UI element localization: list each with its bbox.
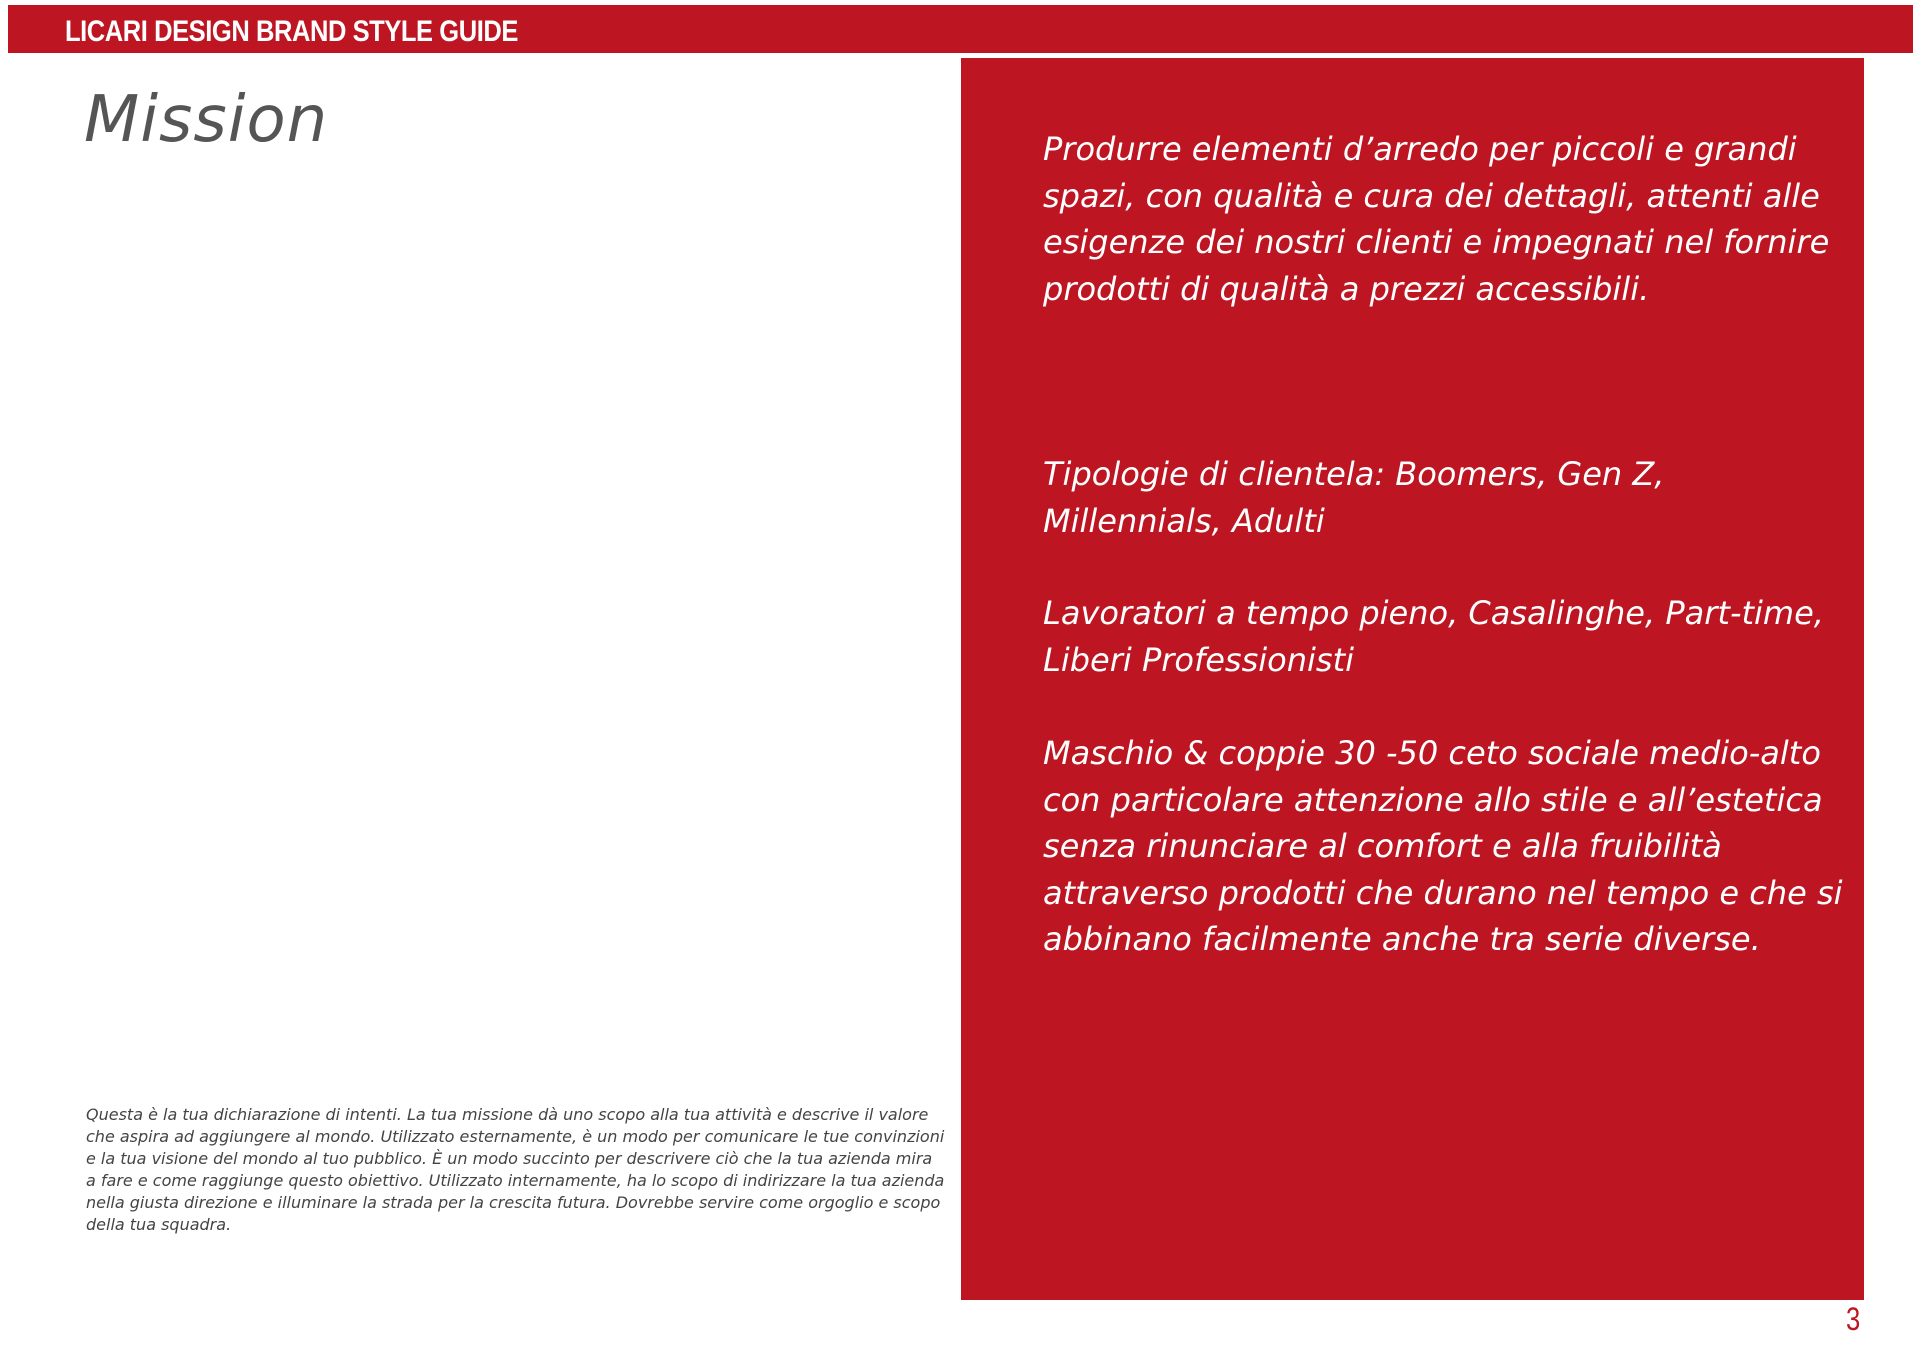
worker-types: Lavoratori a tempo pieno, Casalinghe, Part-time, Liberi Professionisti: [1043, 594, 1824, 679]
page-number: 3: [1846, 1301, 1861, 1337]
mission-description-footnote: Questa è la tua dichiarazione di intenti. La tua missione dà uno scopo alla tua attività e descrive il valore che aspira ad aggiungere al mondo. Utilizzato esternamente, è un modo per comunicare le tue convinzioni e la tua visione del mondo al tuo pubblico. È un modo succinto per descrivere ciò che la tua azienda mira a fare e come raggiunge questo obiettivo. Utilizzato internamente, ha lo scopo di indirizzare la tua azienda nella giusta direzione e illuminare la strada per la crescita futura. Dovrebbe servire come orgoglio e scopo della tua squadra.: [86, 1105, 945, 1234]
mission-panel: [961, 58, 1864, 1300]
header-title: LICARI DESIGN BRAND STYLE GUIDE: [65, 15, 518, 48]
header-bar: [8, 5, 1913, 53]
mission-statement: Produrre elementi d’arredo per piccoli e grandi spazi, con qualità e cura dei dettagli, attenti alle esigenze dei nostri clienti e impegnati nel fornire prodotti di qualità a prezzi accessibili.: [1043, 130, 1830, 308]
target-audience: Maschio & coppie 30 -50 ceto sociale medio-alto con particolare attenzione allo stile e all’estetica senza rinunciare al comfort e alla fruibilità attraverso prodotti che durano nel tempo e che si abbinano facilmente anche tra serie diverse.: [1043, 734, 1843, 958]
clientele-types: Tipologie di clientela: Boomers, Gen Z, Millennials, Adulti: [1043, 455, 1665, 540]
page-title: Mission: [84, 83, 329, 157]
